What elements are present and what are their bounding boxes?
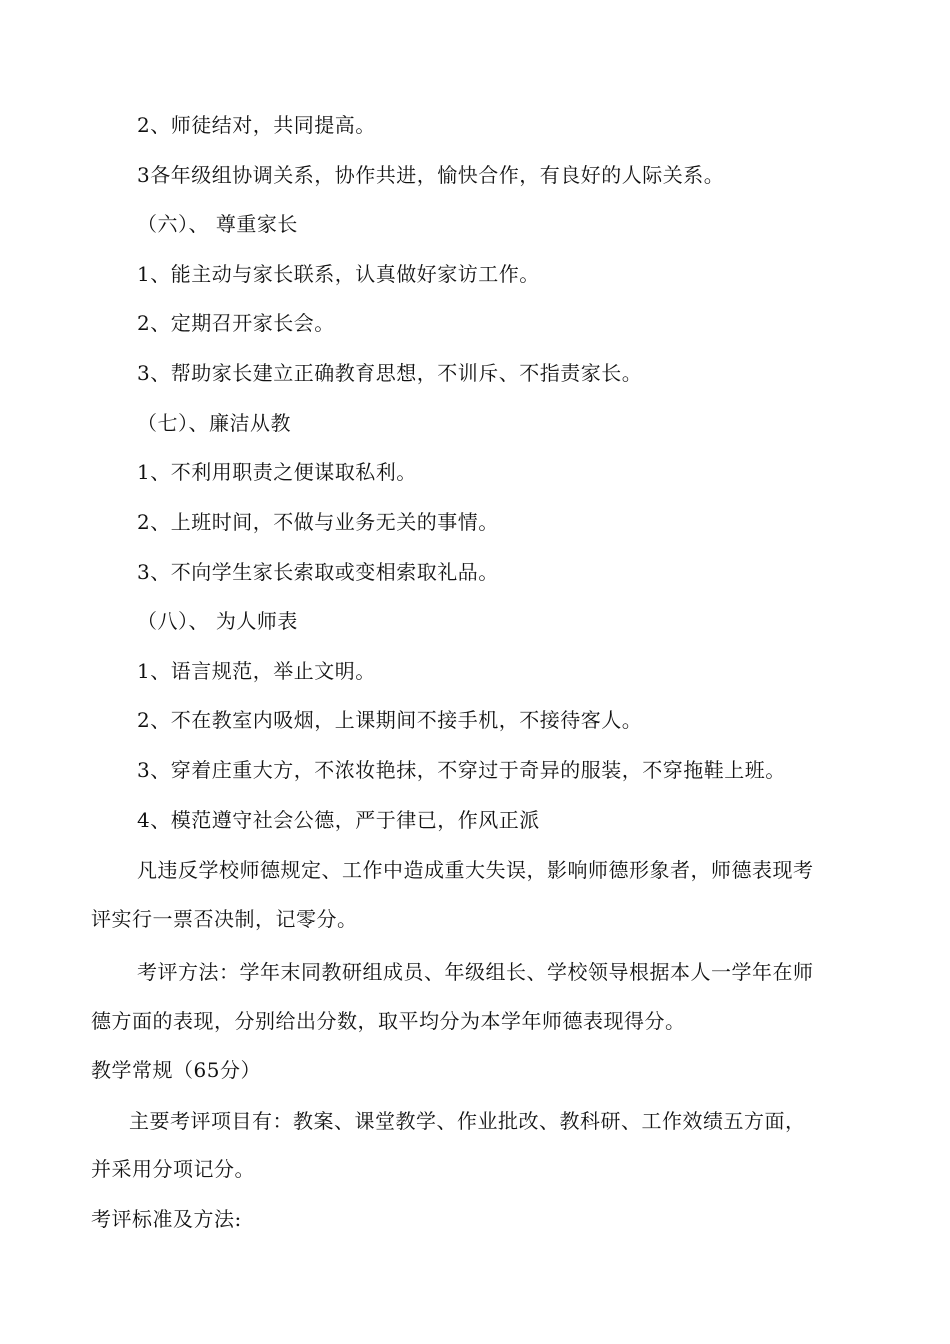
paragraph-line: 并采用分项记分。 [91,1157,255,1181]
paragraph-line: 评实行一票否决制，记零分。 [91,907,358,931]
section-heading: （六）、 尊重家长 [137,212,298,236]
section-heading: （八）、 为人师表 [137,609,298,633]
paragraph-line: 考评方法：学年末同教研组成员、年级组长、学校领导根据本人一学年在师 [137,960,814,984]
text-line: 1、能主动与家长联系，认真做好家访工作。 [137,262,540,286]
paragraph-line: 主要考评项目有：教案、课堂教学、作业批改、教科研、工作效绩五方面， [129,1109,806,1133]
text-line: 3、帮助家长建立正确教育思想，不训斥、不指责家长。 [137,361,643,385]
text-line: 1、不利用职责之便谋取私利。 [137,460,417,484]
text-line: 1、语言规范，举止文明。 [137,659,376,683]
section-title: 考评标准及方法: [91,1207,242,1231]
text-line: 4、模范遵守社会公德，严于律已，作风正派 [137,808,540,832]
text-line: 3各年级组协调关系，协作共进，愉快合作，有良好的人际关系。 [137,163,725,187]
text-line: 2、师徒结对，共同提高。 [137,113,376,137]
paragraph-line: 德方面的表现，分别给出分数，取平均分为本学年师德表现得分。 [91,1009,686,1033]
text-line: 3、穿着庄重大方，不浓妆艳抹，不穿过于奇异的服装，不穿拖鞋上班。 [137,758,786,782]
text-line: 3、不向学生家长索取或变相索取礼品。 [137,560,499,584]
text-line: 2、定期召开家长会。 [137,311,335,335]
text-line: 2、上班时间，不做与业务无关的事情。 [137,510,499,534]
section-title: 教学常规（65分） [91,1058,261,1082]
text-line: 2、不在教室内吸烟，上课期间不接手机，不接待客人。 [137,708,643,732]
paragraph-line: 凡违反学校师德规定、工作中造成重大失误，影响师德形象者，师德表现考 [137,858,814,882]
section-heading: （七）、廉洁从教 [137,411,291,435]
